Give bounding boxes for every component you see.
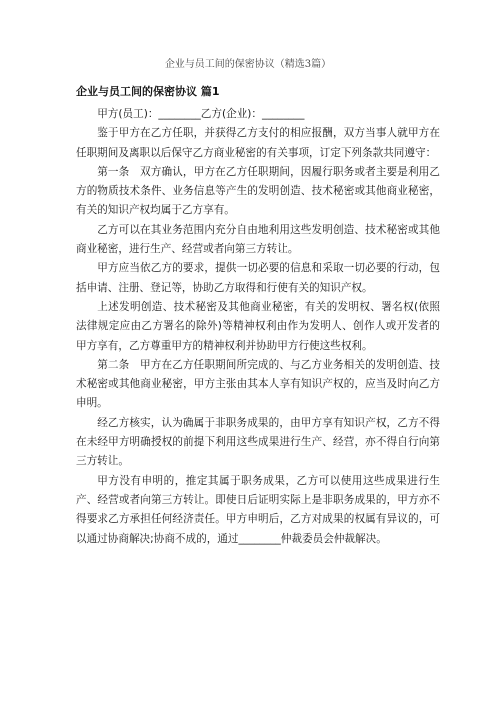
paragraph-article-2-verify: 经乙方核实，认为确属于非职务成果的，由甲方享有知识产权，乙方不得在未经甲方明确授权的前提下利用这些成果进行生产、经营，亦不得自行向第三方转让。 xyxy=(76,416,440,468)
document-body xyxy=(76,84,440,549)
party-line: 甲方(员工)：________乙方(企业)：________ xyxy=(97,108,305,120)
paragraph-article-2: 第二条 甲方在乙方任职期间所完成的、与乙方业务相关的发明创造、技术秘密或其他商业秘密，甲方主张由其本人享有知识产权的，应当及时向乙方申明。 xyxy=(76,358,440,410)
paragraph-article-1-moral-rights: 上述发明创造、技术秘密及其他商业秘密，有关的发明权、署名权(依照法律规定应由乙方署名的除外)等精神权利由作为发明人、创作人或开发者的甲方享有，乙方尊重甲方的精神权利并协助甲方行使这些权利。 xyxy=(76,300,440,352)
paragraph-article-1-assist: 甲方应当依乙方的要求，提供一切必要的信息和采取一切必要的行动，包括申请、注册、登记等，协助乙方取得和行使有关的知识产权。 xyxy=(76,262,440,294)
paragraph-article-2-undeclared: 甲方没有申明的，推定其属于职务成果，乙方可以使用这些成果进行生产、经营或者向第三方转让。即使日后证明实际上是非职务成果的，甲方亦不得要求乙方承担任何经济责任。甲方申明后，乙方对成果的权属有异议的，可以通过协商解决;协商不成的，通过________仲裁委员会仲裁解决。 xyxy=(76,474,440,545)
paragraph-article-1: 第一条 双方确认，甲方在乙方任职期间，因履行职务或者主要是利用乙方的物质技术条件、业务信息等产生的发明创造、技术秘密或其他商业秘密，有关的知识产权均属于乙方享有。 xyxy=(76,165,440,217)
document-header-title: 企业与员工间的保密协议（精选3篇） xyxy=(164,59,332,70)
section-heading: 企业与员工间的保密协议 篇1 xyxy=(76,85,220,98)
paragraph-article-1-use: 乙方可以在其业务范围内充分自由地利用这些发明创造、技术秘密或其他商业秘密，进行生产、经营或者向第三方转让。 xyxy=(76,223,440,256)
paragraph-preamble: 鉴于甲方在乙方任职，并获得乙方支付的相应报酬，双方当事人就甲方在任职期间及离职以后保守乙方商业秘密的有关事项，订定下列条款共同遵守： xyxy=(76,127,440,159)
